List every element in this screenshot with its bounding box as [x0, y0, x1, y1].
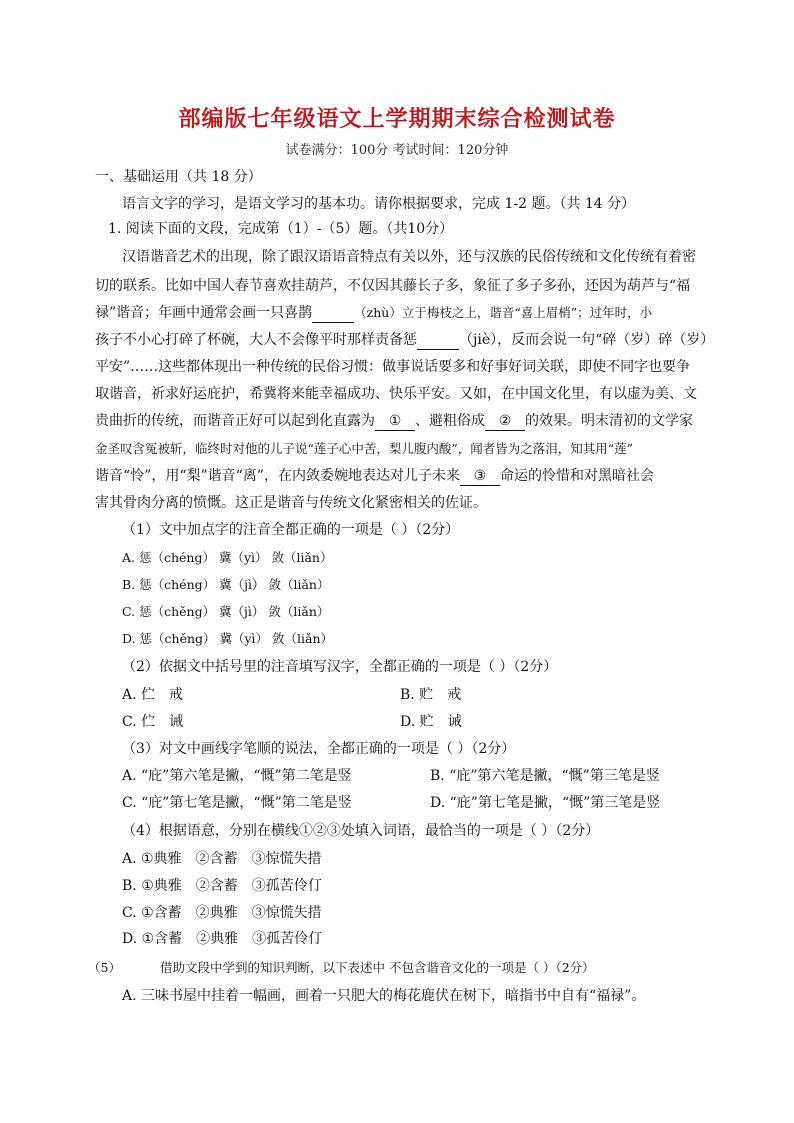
- option-a[interactable]: A. 惩（chéng） 冀（yì） 敛（liǎn）: [122, 550, 333, 565]
- option-d[interactable]: D. 贮 诫: [400, 714, 462, 730]
- option-c[interactable]: C. 惩（chěng） 冀（jì） 敛（liǎn）: [122, 604, 330, 619]
- question-number: （5）: [88, 960, 121, 975]
- option-a[interactable]: A. 伫 戒: [122, 687, 184, 703]
- option-a[interactable]: A. “庇”第六笔是撇，“慨”第二笔是竖: [122, 768, 352, 784]
- option-c[interactable]: C. “庇”第七笔是撇，“慨”第二笔是竖: [122, 795, 352, 811]
- passage-line: 孩子不小心打碎了杯碗，大人不会像平时那样责备惩 （jiè），反而会说一句“碎（岁）碎（岁）: [95, 332, 715, 348]
- option-d[interactable]: D. 惩（chěng） 冀（yì） 敛（liǎn）: [122, 631, 334, 646]
- passage-line: 平安”……这些都体现出一种传统的民俗习惯：做事说话要多和好事好词关联，即使不同字也要争: [95, 359, 691, 375]
- option-c[interactable]: C. ①含蓄 ②典雅 ③惊慌失措: [122, 905, 322, 921]
- blank-1: ①: [375, 412, 415, 431]
- passage-line: 金圣叹含冤被斩，临终时对他的儿子说“莲子心中苦，梨儿腹内酸”，闻者皆为之落泪，知其用“莲”: [95, 441, 634, 456]
- question-stem: （1）文中加点字的注音全都正确的一项是（ ）（2分）: [122, 522, 460, 538]
- question-stem: （4）根据语意，分别在横线①②③处填入词语，最恰当的一项是（ ）（2分）: [122, 823, 600, 839]
- passage-line: 谐音“怜”，用“梨”谐音“离”，在内敛委婉地表达对儿子未来 ③ 命运的怜惜和对黑暗社会: [95, 468, 654, 484]
- option-b[interactable]: B. “庇”第六笔是撇，“慨”第三笔是竖: [430, 768, 660, 784]
- exam-title: 部编版七年级语文上学期期末综合检测试卷: [178, 106, 616, 132]
- option-d[interactable]: D. ①含蓄 ②典雅 ③孤苦伶仃: [122, 931, 323, 947]
- blank-2: ②: [485, 412, 525, 431]
- question-stem: （3）对文中画线字笔顺的说法，全都正确的一项是（ ）（2分）: [122, 741, 516, 757]
- fill-blank: [417, 331, 459, 350]
- passage-line: 切的联系。比如中国人春节喜欢挂葫芦，不仅因其藤长子多，象征了多子多孙，还因为葫芦与“福: [95, 278, 691, 294]
- exam-subtitle: 试卷满分：100分 考试时间：120分钟: [285, 143, 509, 158]
- passage-line: 取谐音，祈求好运庇护，希冀将来能幸福成功、快乐平安。又如，在中国文化里，有以虚为美、文: [95, 386, 697, 402]
- fill-blank: [312, 304, 354, 323]
- passage-line: 害其骨肉分离的愤慨。这正是谐音与传统文化紧密相关的佐证。: [95, 495, 487, 511]
- option-b[interactable]: B. 惩（chéng） 冀（jì） 敛（liǎn）: [122, 577, 330, 592]
- section-intro: 语言文字的学习，是语文学习的基本功。请你根据要求，完成 1-2 题。（共 14 分）: [122, 196, 636, 212]
- question-stem: 借助文段中学到的知识判断，以下表述中 不包含谐音文化的一项是（ ）（2分）: [160, 960, 595, 975]
- option-b[interactable]: B. ①典雅 ②含蓄 ③孤苦伶仃: [122, 878, 322, 894]
- section-heading: 一、基础运用（共 18 分）: [95, 169, 262, 185]
- passage-line: 汉语谐音艺术的出现，除了跟汉语语音特点有关以外，还与汉族的民俗传统和文化传统有着密: [122, 249, 696, 265]
- question-1-heading: 1. 阅读下面的文段，完成第（1）-（5）题。（共10分）: [108, 221, 454, 237]
- option-c[interactable]: C. 伫 诫: [122, 714, 184, 730]
- option-a[interactable]: A. ①典雅 ②含蓄 ③惊慌失措: [122, 851, 322, 867]
- question-stem: （2）依据文中括号里的注音填写汉字，全都正确的一项是（ ）（2分）: [122, 659, 558, 675]
- blank-3: ③: [460, 467, 500, 486]
- option-d[interactable]: D. “庇”第七笔是撇，“慨”第三笔是竖: [430, 795, 661, 811]
- passage-line: 贵曲折的传统，而谐音正好可以起到化直露为 ① 、避粗俗成 ② 的效果。明末清初的文学家: [95, 413, 693, 429]
- option-b[interactable]: B. 贮 戒: [400, 687, 462, 703]
- option-a[interactable]: A. 三味书屋中挂着一幅画，画着一只肥大的梅花鹿伏在树下，暗指书中自有“福禄”。: [122, 988, 646, 1004]
- passage-line: 禄”谐音；年画中通常会画一只喜鹊 （zhù）立于梅枝之上，谐音“喜上眉梢”；过年时，小: [95, 305, 653, 321]
